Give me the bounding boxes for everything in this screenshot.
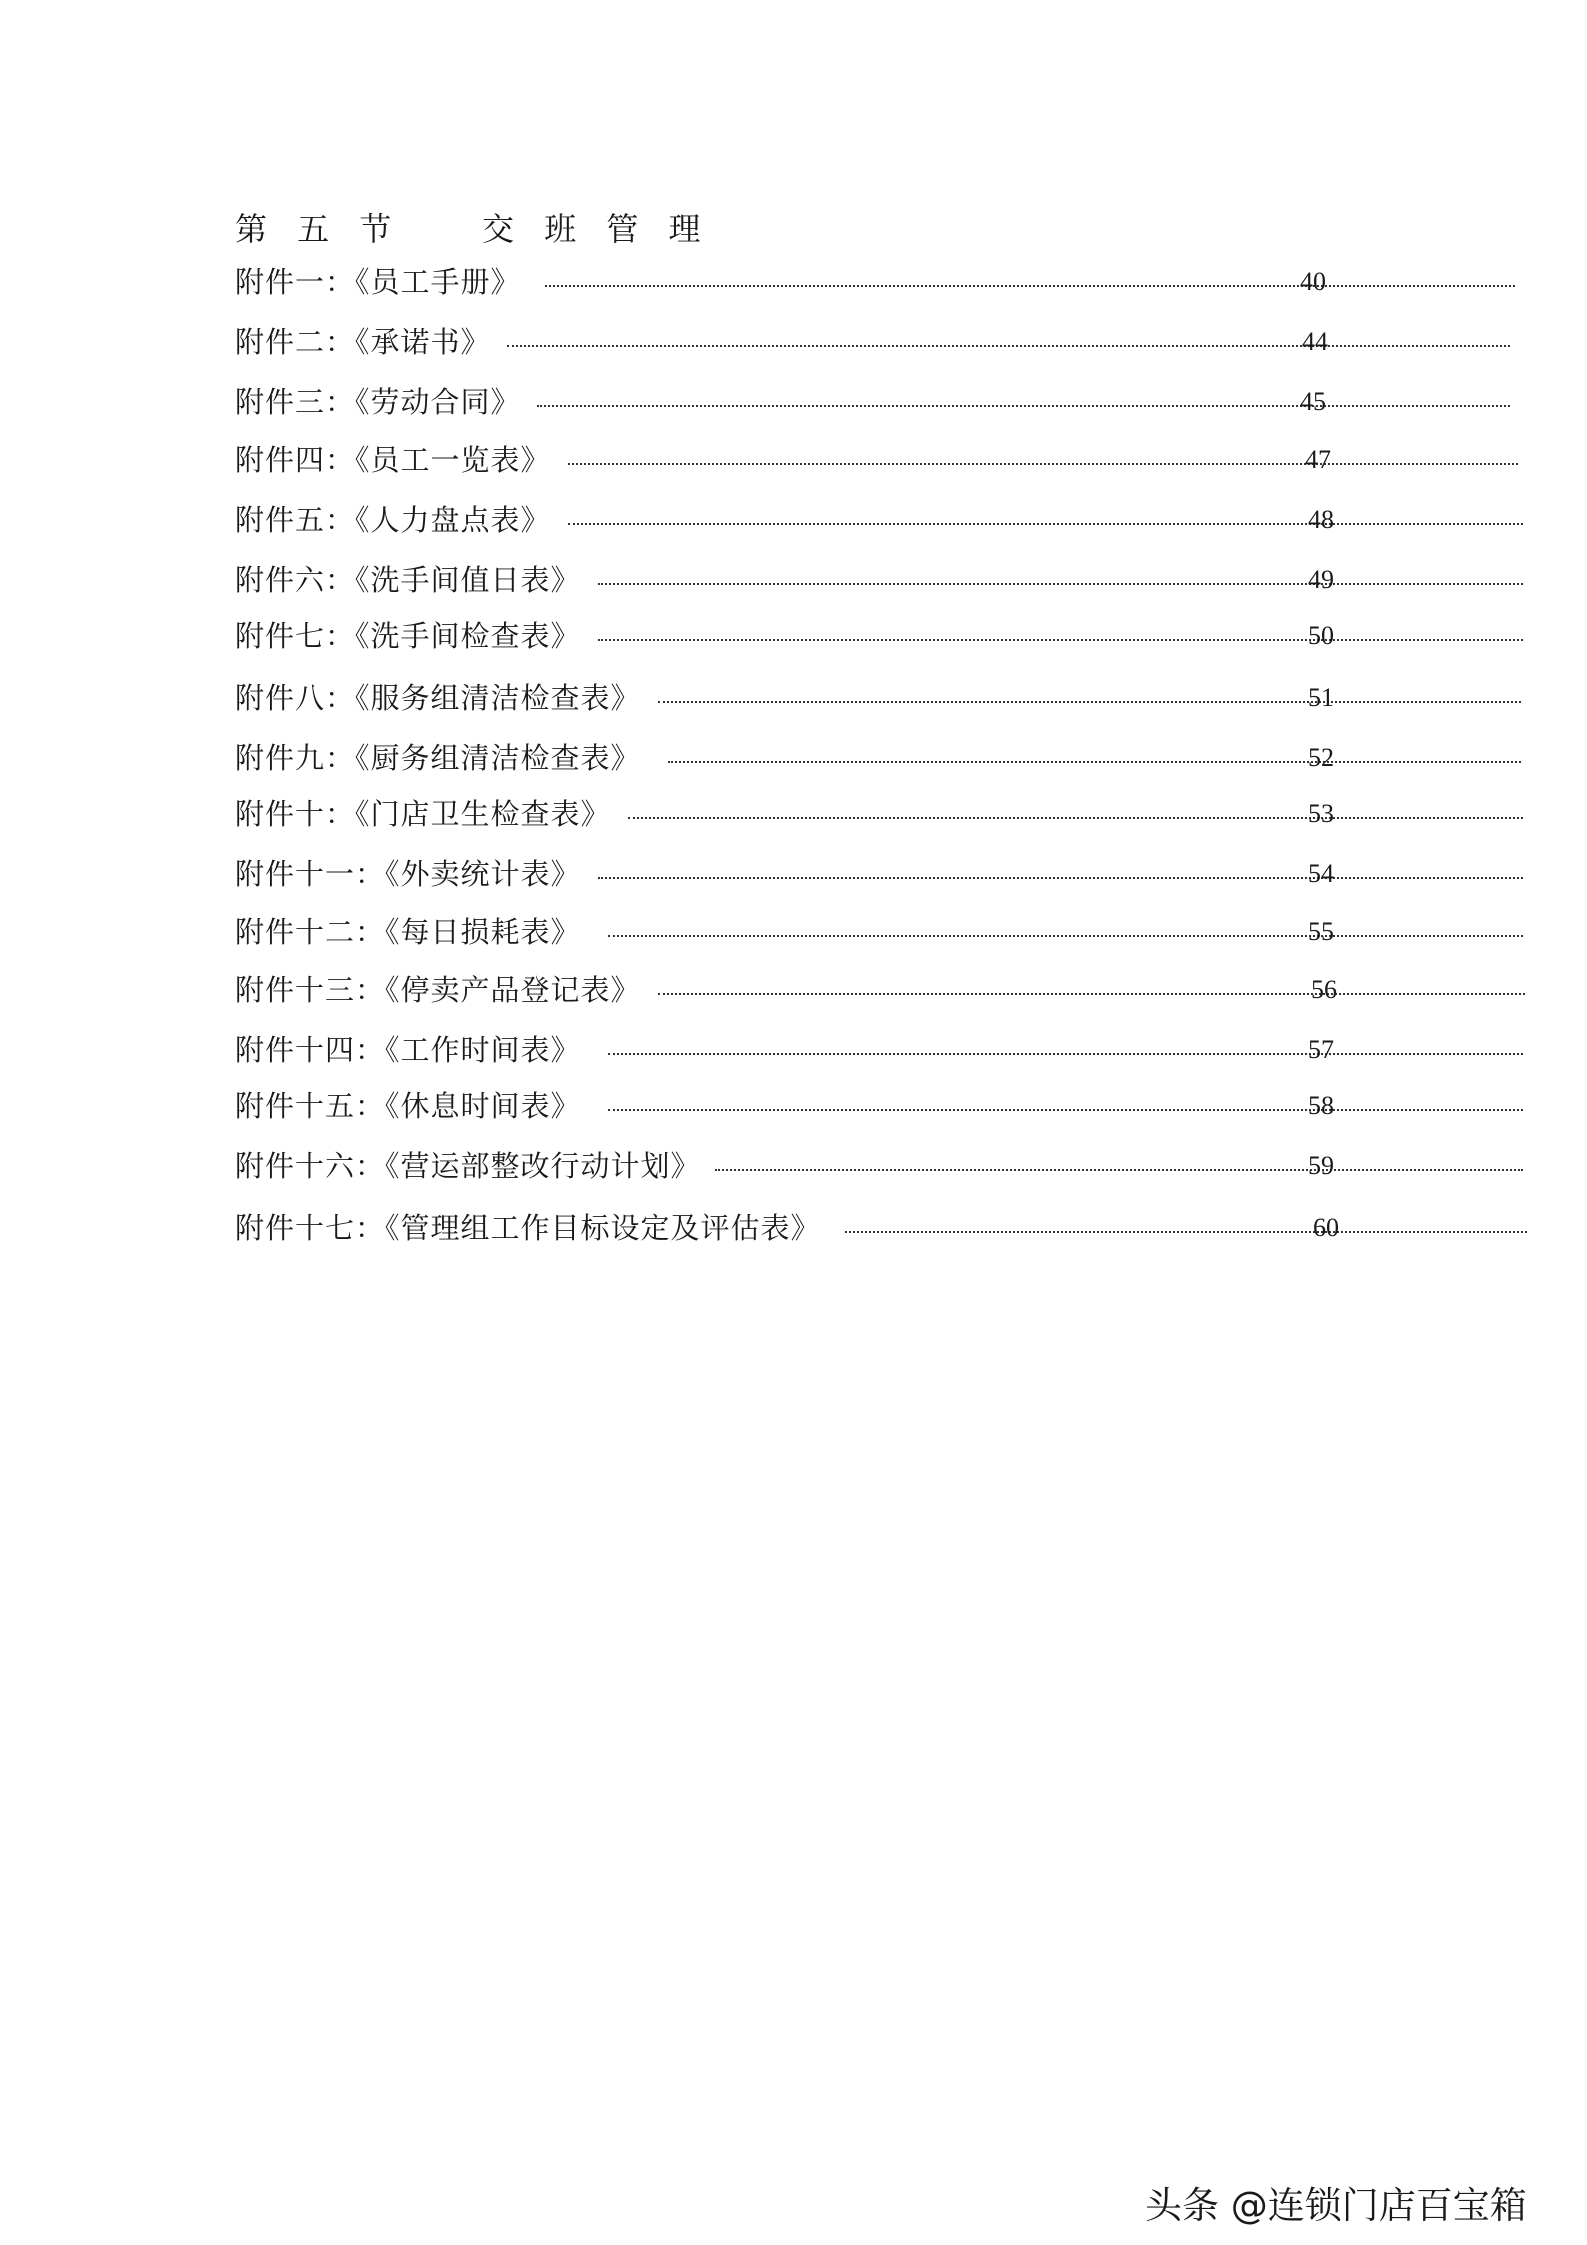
- dot-leader: [608, 935, 1523, 937]
- dot-leader: [568, 463, 1518, 465]
- dot-leader: [598, 583, 1523, 585]
- toc-row[interactable]: [235, 322, 1365, 362]
- dot-leader: [598, 877, 1523, 879]
- toc-entry-title: 附件十一：《外卖统计表》: [235, 857, 581, 891]
- dot-leader: [608, 1053, 1523, 1055]
- toc-row[interactable]: [235, 262, 1365, 302]
- toc-row[interactable]: [235, 616, 1365, 656]
- toc-entry-title: 附件十二：《每日损耗表》: [235, 915, 581, 949]
- toc-row[interactable]: [235, 1030, 1365, 1070]
- watermark-text: 头条 @连锁门店百宝箱: [1145, 2184, 1527, 2227]
- toc-row[interactable]: [235, 560, 1365, 600]
- dot-leader: [658, 701, 1521, 703]
- dot-leader: [568, 523, 1523, 525]
- toc-entry-title: 附件十六：《营运部整改行动计划》: [235, 1149, 701, 1183]
- toc-page-number: 54: [1308, 859, 1334, 888]
- toc-page-number: 47: [1305, 445, 1331, 474]
- toc-row[interactable]: [235, 1208, 1365, 1248]
- toc-page-number: 55: [1308, 917, 1334, 946]
- toc-row[interactable]: [235, 912, 1365, 952]
- toc-entry-title: 附件八：《服务组清洁检查表》: [235, 681, 641, 715]
- section-heading: 第 五 节 交 班 管 理: [235, 210, 711, 248]
- toc-entry-title: 附件十七：《管理组工作目标设定及评估表》: [235, 1211, 821, 1245]
- toc-entry-title: 附件四：《员工一览表》: [235, 443, 551, 477]
- toc-row[interactable]: [235, 500, 1365, 540]
- toc-row[interactable]: [235, 970, 1365, 1010]
- toc-row[interactable]: [235, 1146, 1365, 1186]
- toc-page-number: 57: [1308, 1035, 1334, 1064]
- toc-row[interactable]: [235, 382, 1365, 422]
- toc-entry-title: 附件二：《承诺书》: [235, 325, 491, 359]
- dot-leader: [507, 345, 1510, 347]
- toc-row[interactable]: [235, 794, 1365, 834]
- toc-page-number: 51: [1308, 683, 1334, 712]
- toc-entry-title: 附件三：《劳动合同》: [235, 385, 521, 419]
- toc-entry-title: 附件五：《人力盘点表》: [235, 503, 551, 537]
- toc-entry-title: 附件十：《门店卫生检查表》: [235, 797, 611, 831]
- toc-page-number: 40: [1300, 267, 1326, 296]
- dot-leader: [537, 405, 1510, 407]
- dot-leader: [608, 1109, 1523, 1111]
- toc-page-number: 48: [1308, 505, 1334, 534]
- toc-page-number: 58: [1308, 1091, 1334, 1120]
- toc-entry-title: 附件十四：《工作时间表》: [235, 1033, 581, 1067]
- toc-page-number: 60: [1313, 1213, 1339, 1242]
- toc-page-number: 56: [1311, 975, 1337, 1004]
- dot-leader: [658, 993, 1525, 995]
- toc-row[interactable]: [235, 1086, 1365, 1126]
- dot-leader: [845, 1231, 1527, 1233]
- toc-page-number: 53: [1308, 799, 1334, 828]
- toc-page-number: 45: [1300, 387, 1326, 416]
- toc-row[interactable]: [235, 440, 1365, 480]
- toc-page-number: 44: [1302, 327, 1328, 356]
- toc-entry-title: 附件十五：《休息时间表》: [235, 1089, 581, 1123]
- toc-page-number: 52: [1308, 743, 1334, 772]
- toc-row[interactable]: [235, 854, 1365, 894]
- dot-leader: [545, 285, 1515, 287]
- dot-leader: [715, 1169, 1523, 1171]
- toc-row[interactable]: [235, 738, 1365, 778]
- dot-leader: [598, 639, 1523, 641]
- dot-leader: [628, 817, 1523, 819]
- toc-page-number: 50: [1308, 621, 1334, 650]
- dot-leader: [668, 761, 1521, 763]
- toc-page-number: 59: [1308, 1151, 1334, 1180]
- toc-entry-title: 附件六：《洗手间值日表》: [235, 563, 581, 597]
- toc-row[interactable]: [235, 678, 1365, 718]
- toc-entry-title: 附件七：《洗手间检查表》: [235, 619, 581, 653]
- toc-entry-title: 附件十三：《停卖产品登记表》: [235, 973, 641, 1007]
- toc-entry-title: 附件一：《员工手册》: [235, 265, 521, 299]
- toc-page-number: 49: [1308, 565, 1334, 594]
- toc-entry-title: 附件九：《厨务组清洁检查表》: [235, 741, 641, 775]
